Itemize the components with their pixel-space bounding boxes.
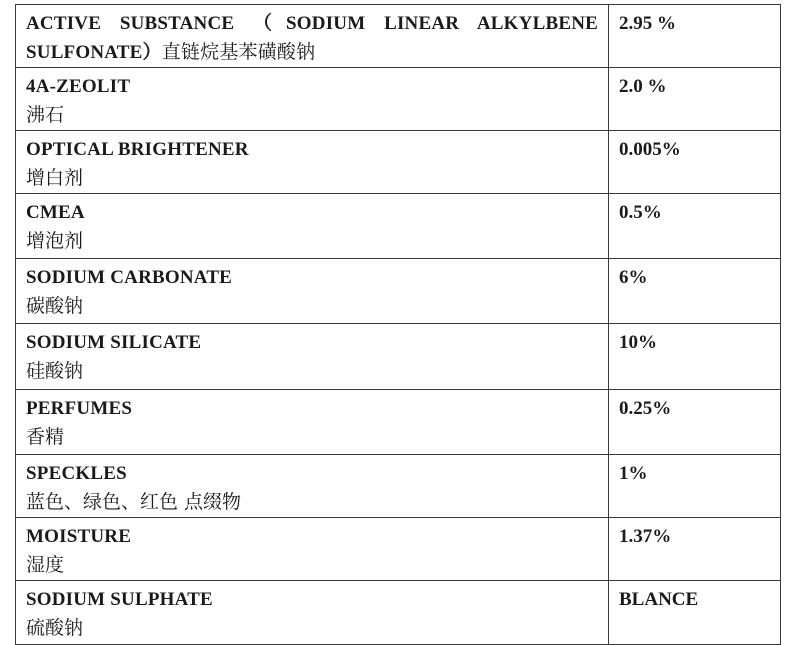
ingredient-cell <box>16 5 609 68</box>
table-row <box>16 259 781 324</box>
ingredient-name-en: CMEA <box>26 202 85 223</box>
ingredient-name-en: OPTICAL BRIGHTENER <box>26 139 249 160</box>
table-row <box>16 5 781 68</box>
ingredient-name-cn: 沸石 <box>26 104 65 126</box>
ingredient-name-cn: 碳酸钠 <box>26 295 84 317</box>
ingredient-name-cn: 直链烷基苯磺酸钠 <box>161 41 316 63</box>
amount-value: 10% <box>619 332 657 353</box>
table-row <box>16 68 781 131</box>
table-row <box>16 194 781 259</box>
ingredient-name-cn: 蓝色、绿色、红色 点缀物 <box>26 491 242 513</box>
ingredient-name-en: SPECKLES <box>26 463 127 484</box>
amount-cell <box>609 131 781 194</box>
amount-cell <box>609 390 781 455</box>
table-row <box>16 324 781 390</box>
table-row <box>16 518 781 581</box>
ingredient-cell <box>16 455 609 518</box>
amount-value: 0.25% <box>619 398 672 419</box>
ingredient-cell <box>16 68 609 131</box>
ingredient-cell <box>16 581 609 645</box>
ingredient-name-cn: 增白剂 <box>26 167 84 189</box>
ingredient-name-cn: 硅酸钠 <box>26 360 84 382</box>
ingredient-name-cn: 硫酸钠 <box>26 617 84 639</box>
amount-value: 0.005% <box>619 139 681 160</box>
amount-cell <box>609 324 781 390</box>
amount-cell <box>609 518 781 581</box>
table-row <box>16 131 781 194</box>
ingredient-name-en: SODIUM SULPHATE <box>26 589 213 610</box>
ingredient-name-en: SODIUM SILICATE <box>26 332 202 353</box>
amount-value: 1.37% <box>619 526 672 547</box>
amount-cell <box>609 68 781 131</box>
table-row <box>16 581 781 645</box>
amount-value: 2.0 % <box>619 76 667 97</box>
ingredient-cell <box>16 194 609 259</box>
ingredient-name-en: MOISTURE <box>26 526 132 547</box>
ingredient-cell <box>16 131 609 194</box>
ingredient-name-cn: 香精 <box>26 426 65 448</box>
amount-cell <box>609 455 781 518</box>
amount-value: BLANCE <box>619 589 699 610</box>
amount-value: 6% <box>619 267 648 288</box>
ingredient-cell <box>16 259 609 324</box>
ingredient-name-cn: 湿度 <box>26 554 65 576</box>
table-row <box>16 390 781 455</box>
ingredient-name-cn: 增泡剂 <box>26 230 84 252</box>
amount-value: 1% <box>619 463 648 484</box>
ingredient-name-en: ACTIVE SUBSTANCE （SODIUM LINEAR ALKYLBENE <box>26 13 598 34</box>
formulation-table <box>15 4 781 645</box>
ingredient-name-en: SODIUM CARBONATE <box>26 267 233 288</box>
amount-cell <box>609 259 781 324</box>
ingredient-name-en: PERFUMES <box>26 398 133 419</box>
amount-cell <box>609 194 781 259</box>
table-row <box>16 455 781 518</box>
ingredient-cell <box>16 518 609 581</box>
amount-cell <box>609 581 781 645</box>
amount-value: 2.95 % <box>619 13 676 34</box>
amount-value: 0.5% <box>619 202 662 223</box>
ingredient-cell <box>16 390 609 455</box>
ingredient-name-en: 4A-ZEOLIT <box>26 76 131 97</box>
ingredient-cell <box>16 324 609 390</box>
ingredient-name-en-continued: SULFONATE） <box>26 42 162 63</box>
amount-cell <box>609 5 781 68</box>
